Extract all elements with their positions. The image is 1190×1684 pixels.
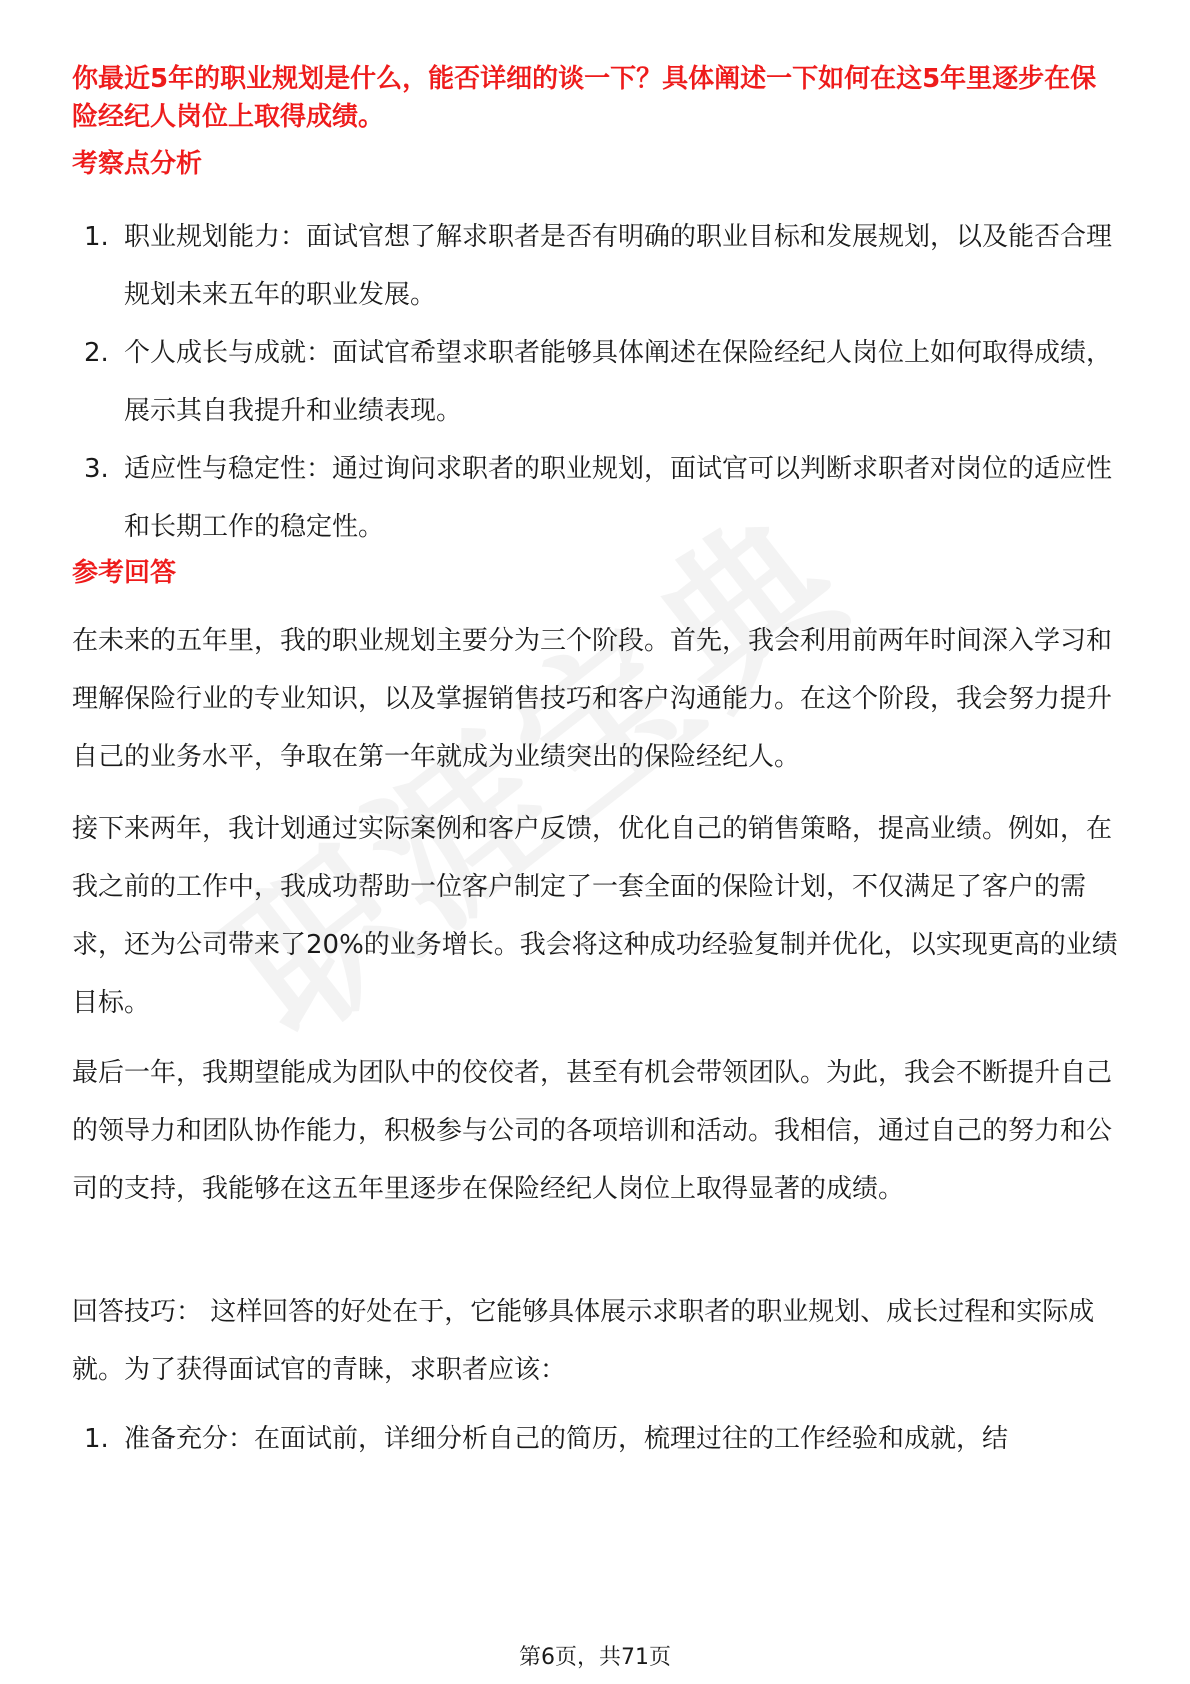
answer-paragraph: 最后一年，我期望能成为团队中的佼佼者，甚至有机会带领团队。为此，我会不断提升自己的领导力和团队协作能力，积极参与公司的各项培训和活动。我相信，通过自己的努力和公司的支持，我能够在这五年里逐步在保险经纪人岗位上取得显著的成绩。 bbox=[72, 1058, 1113, 1204]
list-item-number: 1. bbox=[84, 1424, 109, 1454]
list-item-text: 职业规划能力：面试官想了解求职者是否有明确的职业目标和发展规划，以及能否合理规划未来五年的职业发展。 bbox=[124, 222, 1113, 310]
list-item bbox=[84, 440, 1124, 556]
tips-list bbox=[84, 1410, 1124, 1468]
question-title: 你最近5年的职业规划是什么，能否详细的谈一下？具体阐述一下如何在这5年里逐步在保险经纪人岗位上取得成绩。 bbox=[72, 64, 1097, 132]
answer-tip-paragraph: 回答技巧： 这样回答的好处在于，它能够具体展示求职者的职业规划、成长过程和实际成就。为了获得面试官的青睐，求职者应该： bbox=[72, 1297, 1095, 1385]
list-item-number: 1. bbox=[84, 222, 109, 252]
list-item-text: 准备充分：在面试前，详细分析自己的简历，梳理过往的工作经验和成就，结 bbox=[124, 1424, 1009, 1454]
list-item-text: 适应性与稳定性：通过询问求职者的职业规划，面试官可以判断求职者对岗位的适应性和长期工作的稳定性。 bbox=[124, 454, 1113, 542]
list-item bbox=[84, 208, 1124, 324]
analysis-list bbox=[84, 208, 1124, 556]
analysis-heading: 考察点分析 bbox=[72, 149, 203, 179]
list-item bbox=[84, 1410, 1124, 1468]
list-item-number: 3. bbox=[84, 454, 109, 484]
answer-heading: 参考回答 bbox=[72, 558, 177, 588]
page-number: 第6页，共71页 bbox=[519, 1645, 671, 1670]
list-item bbox=[84, 324, 1124, 440]
list-item-text: 个人成长与成就：面试官希望求职者能够具体阐述在保险经纪人岗位上如何取得成绩，展示其自我提升和业绩表现。 bbox=[124, 338, 1113, 426]
answer-paragraph: 在未来的五年里，我的职业规划主要分为三个阶段。首先，我会利用前两年时间深入学习和理解保险行业的专业知识，以及掌握销售技巧和客户沟通能力。在这个阶段，我会努力提升自己的业务水平，争取在第一年就成为业绩突出的保险经纪人。 bbox=[72, 626, 1113, 772]
list-item-number: 2. bbox=[84, 338, 109, 368]
answer-paragraph: 接下来两年，我计划通过实际案例和客户反馈，优化自己的销售策略，提高业绩。例如，在我之前的工作中，我成功帮助一位客户制定了一套全面的保险计划，不仅满足了客户的需求，还为公司带来了20%的业务增长。我会将这种成功经验复制并优化，以实现更高的业绩目标。 bbox=[72, 814, 1118, 1018]
